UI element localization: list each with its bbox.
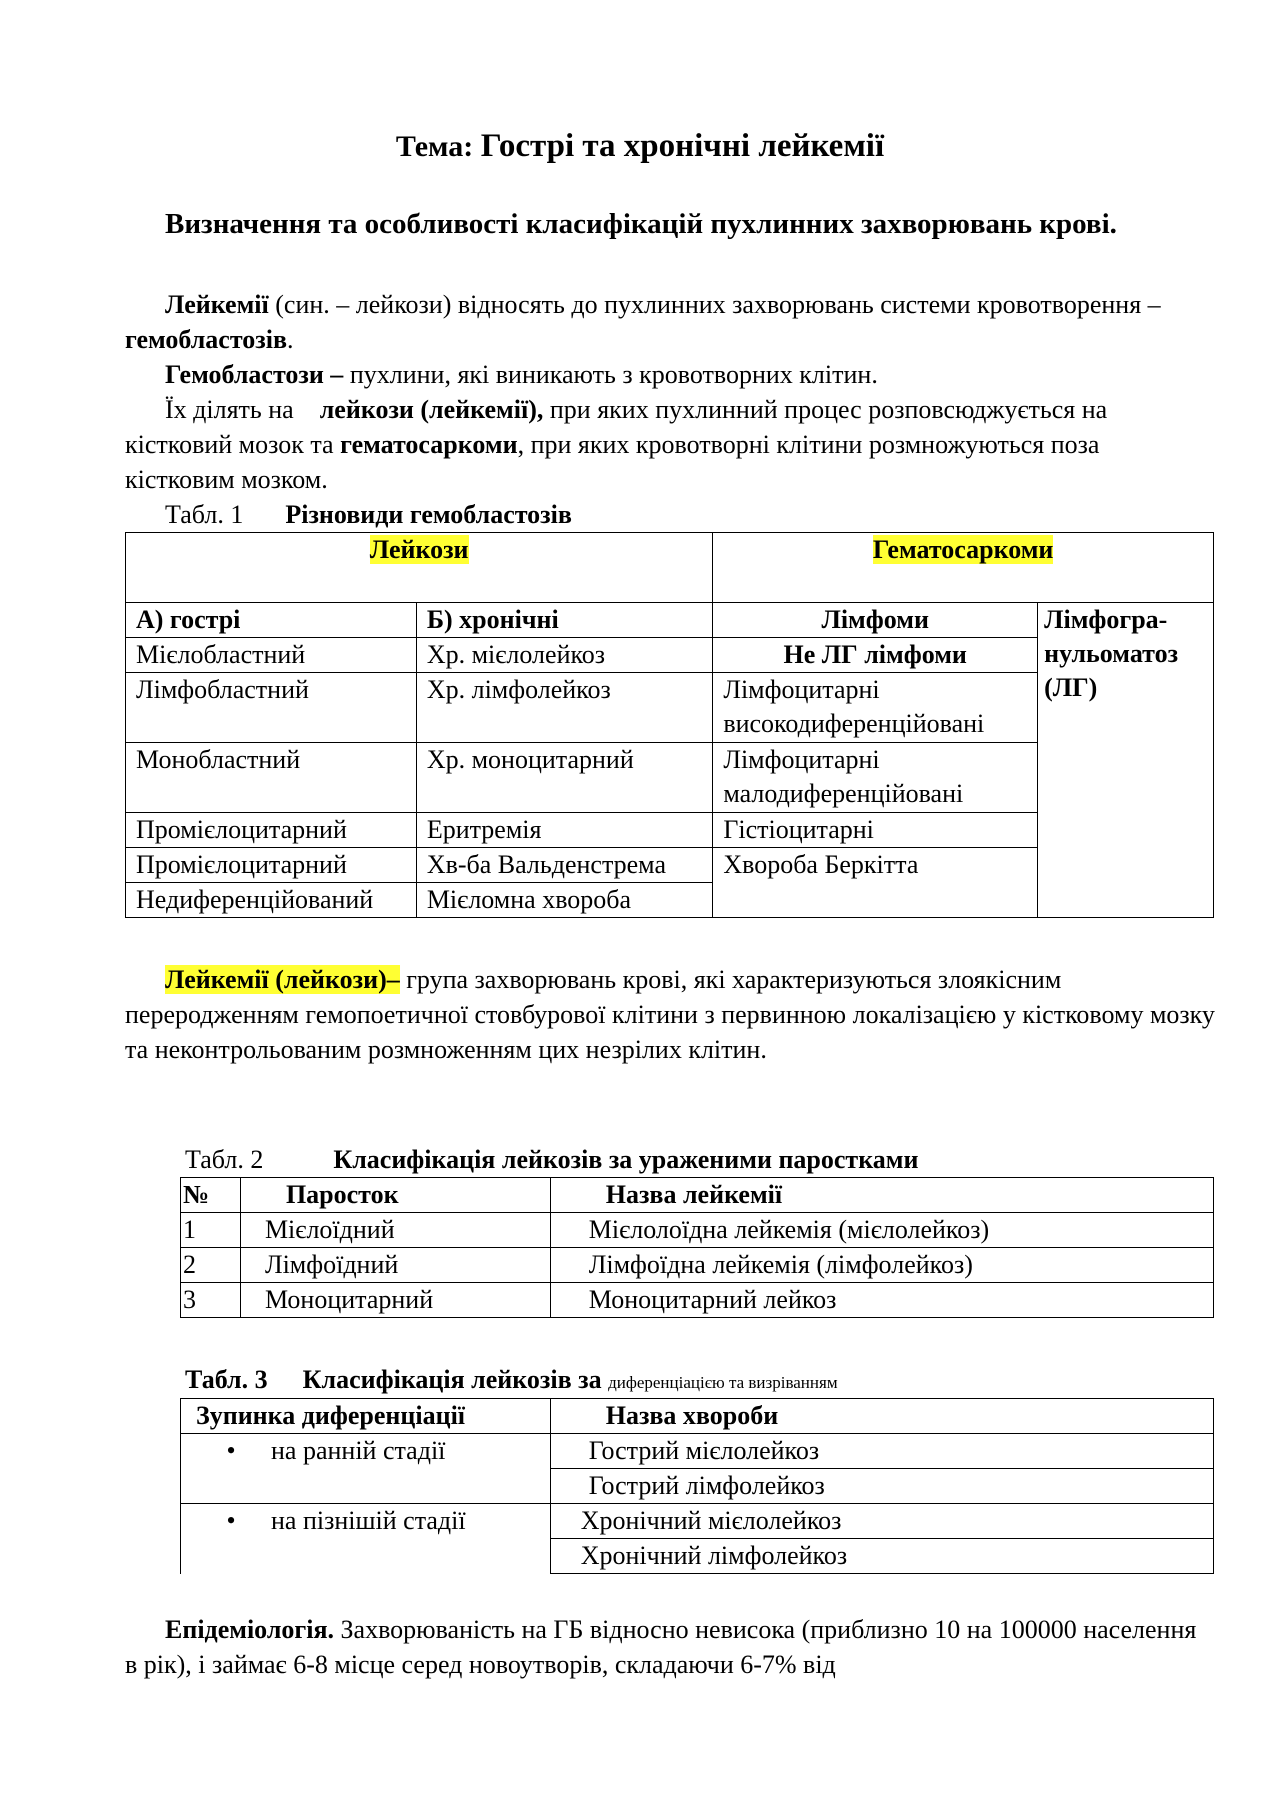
table-cell: Хр. моноцитарний [416,743,713,813]
col-differentiation-stop: Зупинка диференціації [181,1399,551,1434]
col-number: № [181,1178,241,1213]
table-cell: Мієлолоїдна лейкемія (мієлолейкоз) [550,1213,1213,1248]
paragraph-epidemiology: Епідеміологія. Захворюваність на ГБ відносно невисока (приблизно 10 на 100000 населення в рік), і займає 6-8 місце серед новоутворів, складаючи 6-7% від [125,1615,1197,1679]
table-cell: Лімфоїдна лейкемія (лімфолейкоз) [550,1248,1213,1283]
table-cell: Лімфоцитарні високодиференційовані [713,673,1038,743]
table-cell: Промієлоцитарний [126,848,417,883]
table2-caption: Табл. 2 Класифікація лейкозів за ураженими паростками [185,1145,919,1174]
table-leukosis-sprouts [180,1177,1214,1318]
col-disease-name: Назва хвороби [550,1399,1213,1434]
col-leukemia-name: Назва лейкемії [550,1178,1213,1213]
title-main: Гострі та хронічні лейкемії [480,128,885,164]
table-cell: 1 [181,1213,241,1248]
table-cell: Гострий лімфолейкоз [550,1469,1213,1504]
table-cell: 3 [181,1283,241,1318]
table-cell: Хр. мієлолейкоз [416,638,713,673]
table-cell: Гострий мієлолейкоз [550,1434,1213,1469]
col-lymphogranulomatosis: Лімфогра-нульоматоз (ЛГ) [1038,603,1214,918]
table-cell: Лімфоїдний [240,1248,550,1283]
paragraph-leukemia-group: Лейкемії (лейкози)– група захворювань крові, які характеризуються злоякісним переродженням гемопоетичної стовбурової клітини з первинною локалізацією у кістковому мозку та неконтрольованим розмноженням цих незрілих клітин. [125,965,1215,1064]
table3-caption: Табл. 3 Класифікація лейкозів за диференціацією та визріванням [185,1365,838,1394]
table-cell: Мієломна хвороба [416,883,713,918]
col-acute: А) гострі [126,603,417,638]
table-cell: Мієлоїдний [240,1213,550,1248]
table-cell: Моноцитарний лейкоз [550,1283,1213,1318]
table-cell: Промієлоцитарний [126,813,417,848]
table1-caption: Табл. 1 Різновиди гемобластозів [165,500,572,529]
table-cell: Монобластний [126,743,417,813]
table-cell: 2 [181,1248,241,1283]
heading-text: Визначення та особливості класифікацій пухлинних захворювань крові. [165,208,1117,240]
table-cell: Хронічний лімфолейкоз [550,1539,1213,1574]
paragraph-leukemia-definition: Лейкемії (син. – лейкози) відносять до пухлинних захворювань системи кровотворення – гемобластозів. [125,290,1161,354]
table-cell: Мієлобластний [126,638,417,673]
paragraph-hemoblastoses: Гемобластози – пухлини, які виникають з кровотворних клітин. [165,360,878,389]
non-lg-lymphomas: Не ЛГ лімфоми [713,638,1038,673]
table-cell: Хвороба Беркітта [713,848,1038,918]
table-cell: Лімфобластний [126,673,417,743]
table-cell: Хронічний мієлолейкоз [550,1504,1213,1539]
paragraph-division: Їх ділять на лейкози (лейкемії), при яких пухлинний процес розповсюджується на кістковий мозок та гематосаркоми, при яких кровотворні клітини розмножуються поза кістковим мозком. [125,395,1108,494]
table-cell: Хр. лімфолейкоз [416,673,713,743]
section-heading [125,206,1215,242]
stage-late: • на пізнішій стадії [181,1504,551,1574]
title-prefix: Тема: [395,130,481,163]
page-title [0,128,1280,165]
col-chronic: Б) хронічні [416,603,713,638]
table-cell: Лімфоцитарні малодиференційовані [713,743,1038,813]
table-differentiation [180,1398,1214,1574]
col-lymphomas: Лімфоми [713,603,1038,638]
stage-early: • на ранній стадії [181,1434,551,1504]
col-sprout: Паросток [240,1178,550,1213]
table-cell: Моноцитарний [240,1283,550,1318]
group-hematosarcomas: Гематосаркоми [713,533,1214,603]
table-cell: Гістіоцитарні [713,813,1038,848]
group-leukoses: Лейкози [126,533,713,603]
table-hemoblastoses [125,532,1214,918]
table-cell: Еритремія [416,813,713,848]
table-cell: Недиференційований [126,883,417,918]
table-cell: Хв-ба Вальденстрема [416,848,713,883]
